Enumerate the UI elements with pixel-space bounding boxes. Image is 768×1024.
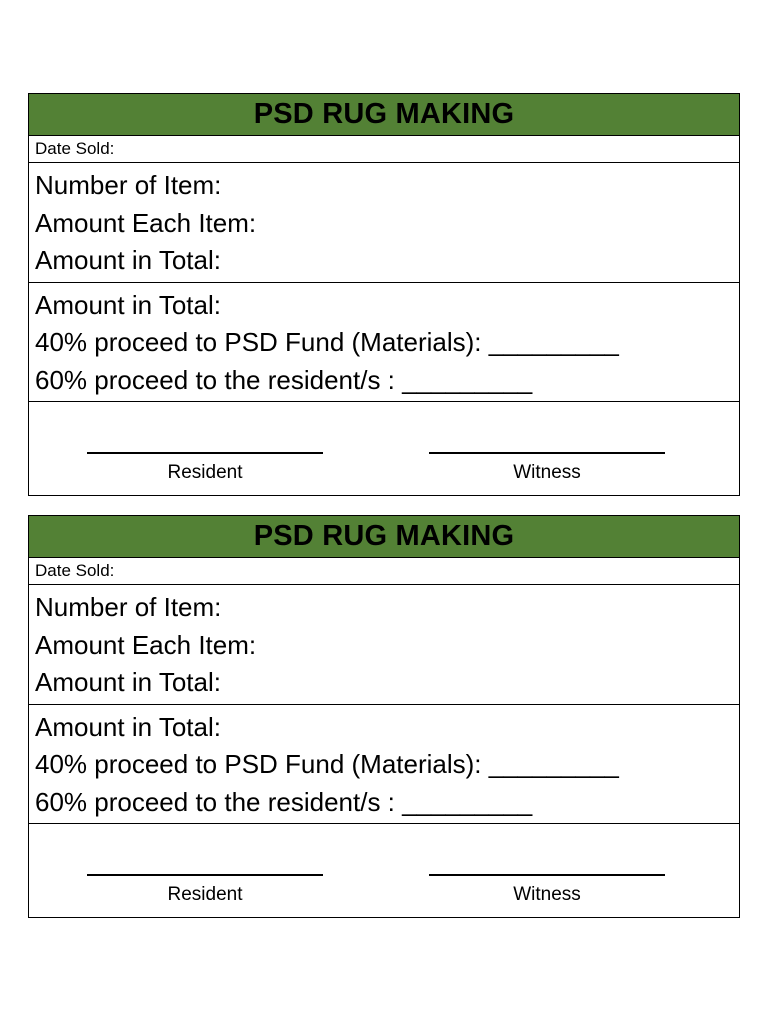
receipt-title: PSD RUG MAKING	[29, 94, 739, 136]
witness-signature	[427, 430, 667, 484]
proceeds-split-block	[29, 705, 739, 825]
witness-label: Witness	[513, 462, 581, 483]
resident-label: Resident	[167, 462, 243, 483]
date-sold-label: Date Sold:	[29, 558, 739, 585]
resident-signature-line	[87, 852, 323, 876]
psd-fund-share-label: 40% proceed to PSD Fund (Materials): _________	[35, 749, 619, 779]
witness-label: Witness	[513, 884, 581, 905]
witness-signature	[427, 852, 667, 906]
item-details-block	[29, 585, 739, 705]
receipt-form-1	[28, 93, 740, 496]
amount-each-item-label: Amount Each Item:	[35, 207, 257, 238]
amount-each-item-label: Amount Each Item:	[35, 629, 257, 660]
number-of-item-label: Number of Item:	[35, 170, 222, 200]
receipt-form-2	[28, 515, 740, 918]
amount-in-total-label: Amount in Total:	[35, 711, 221, 742]
proceeds-split-block	[29, 283, 739, 403]
signature-row	[29, 402, 739, 495]
signature-row	[29, 824, 739, 917]
amount-in-total-label: Amount in Total:	[35, 667, 221, 697]
psd-fund-share-label: 40% proceed to PSD Fund (Materials): _________	[35, 327, 619, 357]
number-of-item-label: Number of Item:	[35, 592, 222, 622]
amount-in-total-label: Amount in Total:	[35, 289, 221, 320]
resident-share-label: 60% proceed to the resident/s : _________	[35, 786, 533, 817]
date-sold-label: Date Sold:	[29, 136, 739, 163]
resident-signature	[85, 430, 325, 484]
resident-share-label: 60% proceed to the resident/s : _________	[35, 364, 533, 395]
resident-signature	[85, 852, 325, 906]
amount-in-total-label: Amount in Total:	[35, 245, 221, 275]
witness-signature-line	[429, 430, 665, 454]
resident-signature-line	[87, 430, 323, 454]
resident-label: Resident	[167, 884, 243, 905]
item-details-block	[29, 163, 739, 283]
witness-signature-line	[429, 852, 665, 876]
receipt-title: PSD RUG MAKING	[29, 516, 739, 558]
